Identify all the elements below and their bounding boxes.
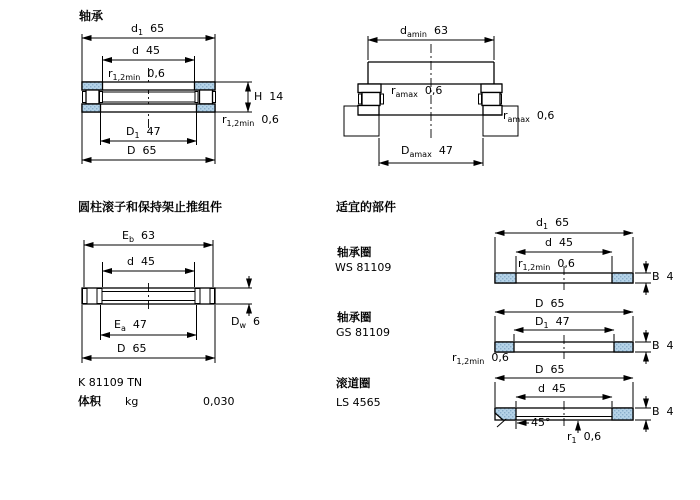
dim-value: 65 <box>550 363 565 376</box>
dim-symbol: d <box>131 22 138 35</box>
shaft-washer-section <box>82 82 103 90</box>
dim-subscript: 1,2min <box>456 357 485 367</box>
dim-value: 0,6 <box>424 84 443 97</box>
dim-ws-r12 <box>518 258 575 272</box>
dim-symbol: d <box>536 216 543 229</box>
dim-value: 47 <box>132 318 147 331</box>
dim-ws-B <box>652 271 674 285</box>
dim-symbol: D <box>126 125 135 138</box>
dim-subscript: 1 <box>134 131 140 141</box>
dim-ws-d <box>545 237 573 251</box>
dim-subscript: a <box>120 324 126 334</box>
dim-subscript: 1 <box>137 28 144 38</box>
dim-symbol: r <box>222 113 227 126</box>
parts-section-title: 适宜的部件 <box>336 200 397 214</box>
dim-symbol: r <box>503 109 508 122</box>
mass-value: 0,030 <box>203 395 235 408</box>
dim-abutment-damin <box>400 25 448 39</box>
dim-subscript: 1 <box>543 321 549 331</box>
dim-subscript: 1 <box>542 222 549 232</box>
dim-abutment-ramax-od <box>503 110 554 124</box>
dim-assembly-Dw <box>231 316 260 330</box>
assembly-section-title: 圆柱滚子和保持架止推组件 <box>78 200 223 214</box>
dim-value: 47 <box>438 144 453 157</box>
part-kind-gs: 轴承圈 <box>337 310 372 324</box>
dim-bearing-D1 <box>126 126 161 140</box>
dim-symbol: d <box>538 382 545 395</box>
bearing-cross-section <box>82 34 252 164</box>
mass-label: 体积 <box>78 394 101 408</box>
dim-value: 4 <box>666 339 674 352</box>
dim-value: 65 <box>550 297 565 310</box>
dim-value: 65 <box>555 216 570 229</box>
dim-value: 65 <box>142 144 157 157</box>
dim-ls-d <box>538 383 566 397</box>
dim-symbol: D <box>117 342 126 355</box>
dim-subscript: amax <box>395 90 418 100</box>
dim-symbol: r <box>391 84 396 97</box>
dim-bearing-H <box>254 91 283 105</box>
dim-symbol: d <box>545 236 552 249</box>
dim-abutment-ramax-bore <box>391 85 442 99</box>
dim-value: 4 <box>666 405 674 418</box>
dim-assembly-d <box>127 256 155 270</box>
dim-subscript: b <box>128 235 135 245</box>
dim-symbol: r <box>108 67 113 80</box>
dim-subscript: w <box>239 321 247 331</box>
dim-symbol: B <box>652 270 660 283</box>
dim-value: 0,6 <box>583 430 602 443</box>
dim-symbol: d <box>127 255 134 268</box>
dim-ls-chamfer-angle: 45° <box>531 416 551 429</box>
dim-bearing-d <box>132 45 160 59</box>
dim-gs-B <box>652 340 674 354</box>
part-designation-gs: GS 81109 <box>336 326 390 339</box>
dim-value: 65 <box>132 342 147 355</box>
dim-symbol: d <box>132 44 139 57</box>
dim-bearing-d1 <box>131 23 164 37</box>
dim-value: 45 <box>140 255 155 268</box>
dim-bearing-D <box>127 145 156 159</box>
dim-assembly-Ea <box>114 319 147 333</box>
dim-value: 63 <box>141 229 156 242</box>
dim-value: 0,6 <box>536 109 555 122</box>
dimension-lines <box>82 38 248 160</box>
dim-symbol: E <box>114 318 121 331</box>
dim-value: 0,6 <box>147 67 165 80</box>
dim-symbol: D <box>535 315 544 328</box>
dim-gs-D <box>535 298 564 312</box>
dim-subscript: 1 <box>571 436 577 446</box>
dim-ls-B <box>652 406 674 420</box>
housing-washer-section <box>82 104 101 112</box>
dim-symbol: r <box>518 257 523 270</box>
assembly-designation: K 81109 TN <box>78 376 143 389</box>
dim-symbol: D <box>401 144 410 157</box>
dim-value: 0,6 <box>491 351 509 364</box>
dim-symbol: d <box>400 24 407 37</box>
dim-subscript: amax <box>409 150 432 160</box>
dim-symbol: B <box>652 339 660 352</box>
ls-washer-drawing <box>495 378 651 433</box>
dim-ls-D <box>535 364 564 378</box>
dim-value: 45 <box>551 382 566 395</box>
dim-value: 45 <box>558 236 573 249</box>
dim-value: 14 <box>269 90 284 103</box>
dim-symbol: D <box>231 315 240 328</box>
mass-unit: kg <box>125 395 139 408</box>
assembly-drawing <box>82 240 252 363</box>
dim-subscript: 1,2min <box>112 73 141 83</box>
dim-value: 47 <box>146 125 161 138</box>
dim-value: 65 <box>150 22 165 35</box>
dim-gs-D1 <box>535 316 570 330</box>
dim-abutment-Damax <box>401 145 453 159</box>
dim-ls-r1 <box>567 431 601 445</box>
dim-subscript: 1,2min <box>226 119 255 129</box>
dim-symbol: D <box>535 363 544 376</box>
roller-section <box>86 90 99 104</box>
dim-symbol: H <box>254 90 263 103</box>
dim-symbol: D <box>127 144 136 157</box>
dim-value: 47 <box>555 315 570 328</box>
dim-value: 63 <box>433 24 448 37</box>
dim-value: 45 <box>145 44 160 57</box>
dim-symbol: r <box>567 430 572 443</box>
dim-subscript: 1,2min <box>522 263 551 273</box>
dim-value: 0,6 <box>557 257 575 270</box>
dim-value: 0,6 <box>261 113 279 126</box>
dim-symbol: B <box>652 405 660 418</box>
gs-washer-drawing <box>495 312 651 364</box>
part-kind-ws: 轴承圈 <box>337 245 372 259</box>
dim-bearing-r12-bottom <box>222 114 279 128</box>
dim-symbol: r <box>452 351 457 364</box>
dim-bearing-r12-top <box>108 68 165 82</box>
bearing-section-title: 轴承 <box>79 9 104 23</box>
dim-ws-d1 <box>536 217 569 231</box>
dim-symbol: D <box>535 297 544 310</box>
dim-value: 6 <box>253 315 261 328</box>
part-kind-ls: 滚道圈 <box>336 376 371 390</box>
dim-subscript: amin <box>406 30 427 40</box>
dim-assembly-D <box>117 343 146 357</box>
roller-section <box>362 93 380 106</box>
dim-assembly-Eb <box>122 230 155 244</box>
part-designation-ls: LS 4565 <box>336 396 381 409</box>
dim-gs-r12 <box>452 352 509 366</box>
dim-subscript: amax <box>507 115 530 125</box>
part-designation-ws: WS 81109 <box>335 261 392 274</box>
dim-value: 4 <box>666 270 674 283</box>
dim-symbol: E <box>122 229 129 242</box>
